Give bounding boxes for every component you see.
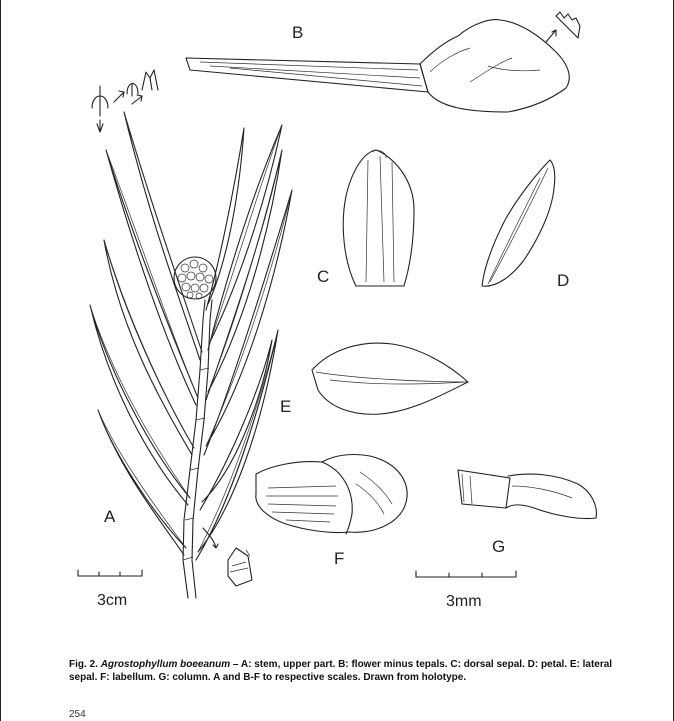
panel-label-a: A [104, 507, 116, 526]
panel-a-stem [90, 70, 292, 598]
panel-label-f: F [334, 549, 345, 568]
panel-b-flower [186, 12, 580, 112]
caption-fig-label: Fig. 2. [69, 659, 98, 670]
scale-bar-right [416, 571, 516, 577]
panel-f-labellum [256, 455, 407, 535]
scale-label-left: 3cm [97, 592, 128, 609]
panel-label-g: G [492, 537, 506, 556]
caption-species: Agrostophyllum boeeanum [100, 659, 231, 670]
panel-label-d: D [557, 271, 570, 290]
scale-label-right: 3mm [446, 593, 482, 610]
panel-g-column [458, 470, 596, 519]
figure-caption [69, 658, 629, 684]
panel-label-e: E [280, 397, 292, 416]
panel-c-dorsal-sepal [343, 150, 414, 286]
panel-label-c: C [317, 267, 330, 286]
caption-text: – A: stem, upper part. B: flower minus tepals. C: dorsal sepal. D: petal. E: lateral sepal. F: labellum. G: column. A and B-F to respective scales. Drawn from holotype. [69, 659, 613, 683]
panel-d-petal [482, 160, 555, 286]
panel-e-lateral-sepal [312, 343, 468, 414]
panel-label-b: B [292, 23, 304, 42]
page-number: 254 [69, 709, 86, 720]
scale-bar-left [78, 570, 142, 576]
